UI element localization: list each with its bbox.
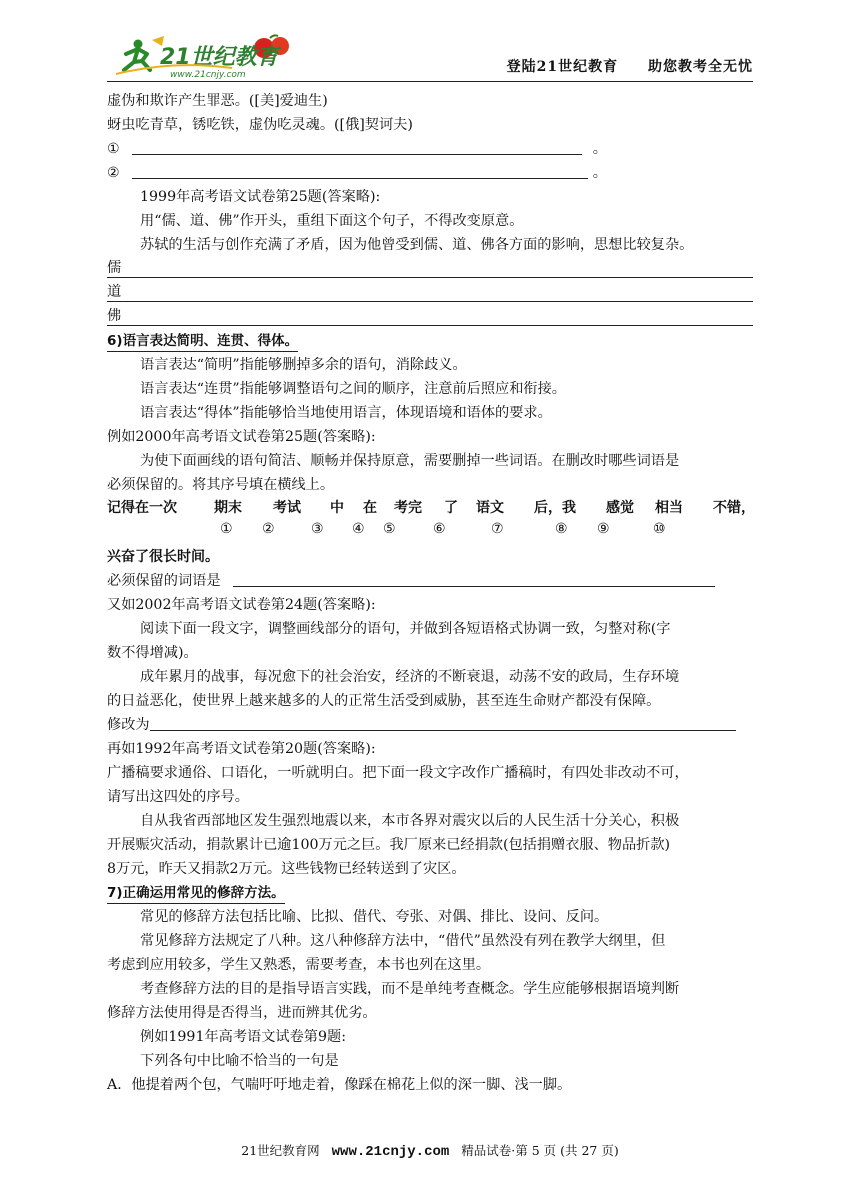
page-header (107, 30, 753, 82)
sentence-word: 期末 (214, 500, 242, 516)
number-labels (107, 521, 753, 545)
text-line: 考查修辞方法的目的是指导语言实践，而不是单纯考查概念。学生应能够根据语境判断 (140, 981, 680, 997)
logo-text: 21世纪教育 (160, 45, 279, 70)
text-line: 又如2002年高考语文试卷第24题(答案略): (107, 597, 376, 613)
fill-row-ru[interactable] (107, 257, 753, 278)
header-divider (107, 81, 753, 82)
text-line: 常见的修辞方法包括比喻、比拟、借代、夸张、对偶、排比、设问、反问。 (140, 909, 609, 925)
sentence-word: 语文 (476, 500, 504, 516)
running-figure-icon (124, 36, 164, 70)
text-line: 开展赈灾活动，捐款累计已逾100万元之巨。我厂原来已经捐款(包括捐赠衣服、物品折款) (107, 837, 671, 853)
header-slogan (507, 56, 753, 76)
fill-row-dao[interactable] (107, 281, 753, 302)
blank-underline[interactable] (233, 571, 715, 587)
text-line: 常见修辞方法规定了八种。这八种修辞方法中，“借代”虽然没有列在教学大纲里，但 (140, 933, 666, 949)
text-line: 例如2000年高考语文试卷第25题(答案略): (107, 429, 376, 445)
blank-underline[interactable] (132, 139, 582, 155)
sentence-word: 中 (330, 500, 344, 516)
sentence-ending: 兴奋了很长时间。 (107, 549, 219, 565)
section-heading-7: 7)正确运用常见的修辞方法。 (107, 883, 285, 904)
text-line: 数不得增减)。 (107, 645, 198, 661)
text-line: 修辞方法使用得是否得当，进而辨其优劣。 (107, 1005, 377, 1021)
text-line: 用“儒、道、佛”作开头，重组下面这个句子，不得改变原意。 (140, 213, 524, 229)
text-line: 下列各句中比喻不恰当的一句是 (140, 1053, 339, 1069)
sentence-word: 后，我 (534, 500, 576, 516)
sentence-word: 考试 (273, 500, 301, 516)
row-label: 佛 (107, 308, 122, 324)
section-heading-6: 6)语言表达简明、连贯、得体。 (107, 331, 298, 352)
text-line: 语言表达“得体”指能够恰当地使用语言，体现语境和语体的要求。 (140, 405, 552, 421)
text-line: 广播稿要求通俗、口语化，一听就明白。把下面一段文字改作广播稿时，有四处非改动不可， (107, 765, 689, 781)
slogan-right: 助您教考全无忧 (648, 59, 753, 75)
text-line: 语言表达“简明”指能够删掉多余的语句，消除歧义。 (140, 357, 467, 373)
text-line: 为使下面画线的语句简洁、顺畅并保持原意，需要删掉一些词语。在删改时哪些词语是 (140, 453, 680, 469)
sentence-word: 考完 (394, 500, 422, 516)
answer-label: 修改为 (107, 717, 150, 733)
text-line: 虚伪和欺诈产生罪恶。([美]爱迪生) (107, 93, 328, 109)
text-line: 考虑到应用较多，学生又熟悉，需要考查，本书也列在这里。 (107, 957, 491, 973)
answer-line-modify (107, 713, 753, 737)
fill-row-fo[interactable] (107, 305, 753, 326)
answer-line-2 (107, 161, 753, 185)
row-label: 儒 (107, 260, 122, 276)
text-line: 蚜虫吃青草，锈吃铁，虚伪吃灵魂。([俄]契诃夫) (107, 117, 413, 133)
blank-underline[interactable] (150, 715, 736, 731)
row-label: 道 (107, 284, 122, 300)
sentence-word: 记得在一次 (107, 500, 177, 516)
text-line: 例如1991年高考语文试卷第9题: (140, 1029, 346, 1045)
circle-number: ③ (311, 521, 324, 537)
text-line: 1999年高考语文试卷第25题(答案略): (140, 189, 381, 205)
sentence-word: 了 (444, 500, 458, 516)
circle-number: ⑤ (383, 521, 396, 537)
numbered-sentence (107, 497, 753, 521)
answer-line-keep (107, 569, 753, 593)
text-line: 成年累月的战事，每况愈下的社会治安，经济的不断衰退，动荡不安的政局，生存环境 (140, 669, 680, 685)
logo-url: www.21cnjy.com (170, 70, 246, 80)
circle-number: ④ (352, 521, 365, 537)
sentence-word: 在 (363, 500, 377, 516)
answer-line-1 (107, 137, 753, 161)
text-line: 自从我省西部地区发生强烈地震以来，本市各界对震灾以后的人民生活十分关心，积极 (140, 813, 680, 829)
sentence-word: 感觉 (606, 500, 634, 516)
page-footer (0, 1141, 860, 1160)
circle-number: ⑥ (433, 521, 446, 537)
circle-number: ① (107, 141, 120, 157)
text-line: 请写出这四处的序号。 (107, 789, 249, 805)
circle-number: ② (107, 165, 120, 181)
circle-number: ⑨ (597, 521, 610, 537)
answer-label: 必须保留的词语是 (107, 573, 221, 589)
sentence-word: 相当 (655, 500, 683, 516)
circle-number: ⑩ (653, 521, 666, 537)
blank-underline[interactable] (132, 163, 588, 179)
text-line: 再如1992年高考语文试卷第20题(答案略): (107, 741, 376, 757)
sentence-word: 不错， (713, 500, 755, 516)
period: 。 (592, 165, 607, 181)
text-line: 8万元，昨天又捐款2万元。这些钱物已经转送到了灾区。 (107, 861, 466, 877)
document-body (107, 89, 753, 1097)
footer-page-info: 精品试卷·第 5 页 (共 27 页) (461, 1143, 619, 1158)
slogan-left: 登陆21世纪教育 (506, 59, 619, 75)
circle-number: ⑦ (491, 521, 504, 537)
circle-number: ⑧ (555, 521, 568, 537)
footer-left: 21世纪教育网 (241, 1143, 320, 1158)
footer-site-link[interactable]: www.21cnjy.com (331, 1144, 450, 1160)
text-line: 语言表达“连贯”指能够调整语句之间的顺序，注意前后照应和衔接。 (140, 381, 566, 397)
text-line: 必须保留的。将其序号填在横线上。 (107, 477, 335, 493)
option-a: A．他提着两个包，气喘吁吁地走着，像踩在棉花上似的深一脚、浅一脚。 (107, 1077, 572, 1093)
circle-number: ② (262, 521, 275, 537)
text-line: 的日益恶化，使世界上越来越多的人的正常生活受到威胁，甚至连生命财产都没有保障。 (107, 693, 661, 709)
text-line: 阅读下面一段文字，调整画线部分的语句，并做到各短语格式协调一致，匀整对称(字 (140, 621, 671, 637)
site-logo[interactable] (112, 34, 312, 80)
period: 。 (592, 141, 607, 157)
circle-number: ① (220, 521, 233, 537)
text-line: 苏轼的生活与创作充满了矛盾，因为他曾受到儒、道、佛各方面的影响，思想比较复杂。 (140, 237, 694, 253)
